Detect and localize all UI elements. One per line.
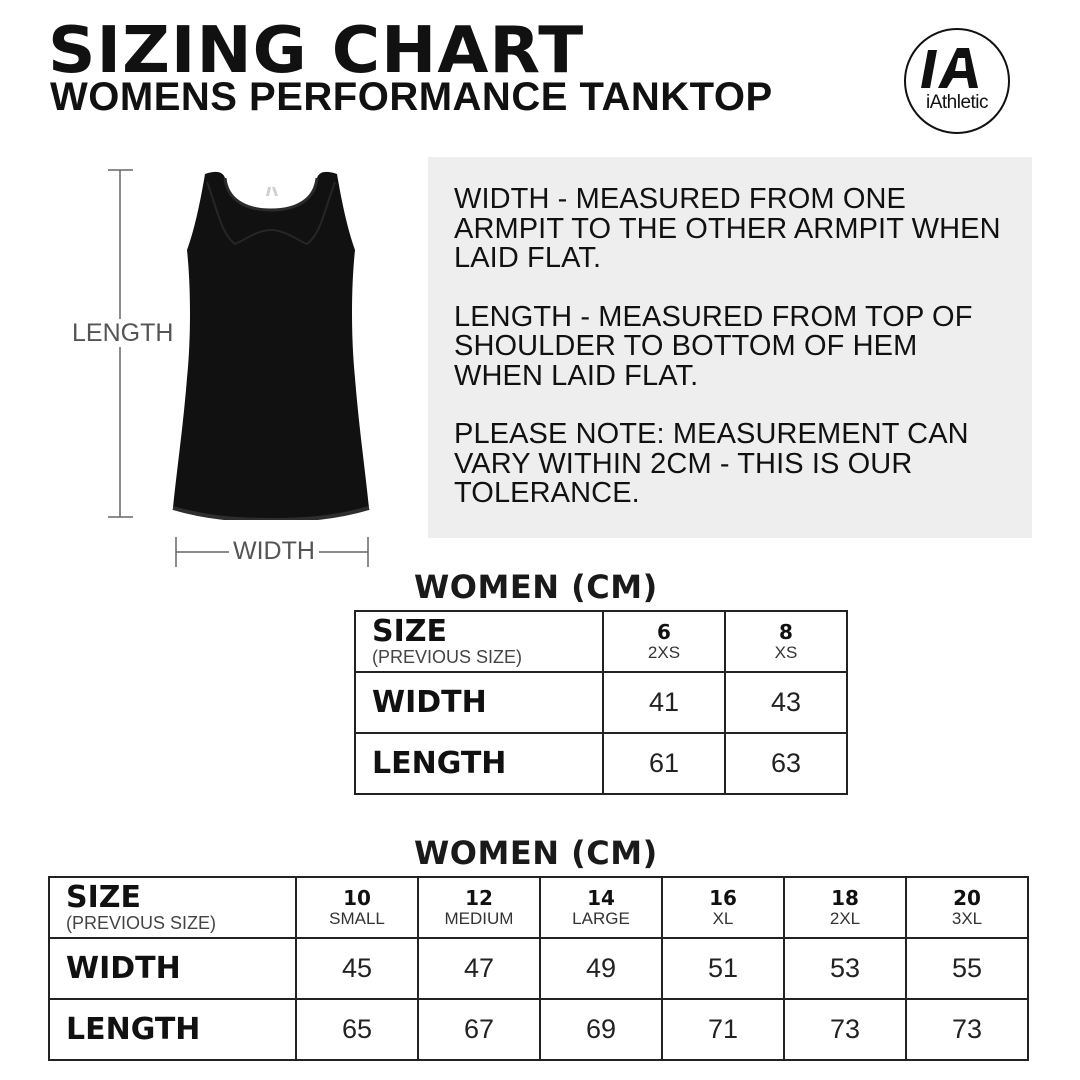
table-cell: 67	[418, 999, 540, 1060]
previous-size: XS	[774, 642, 798, 662]
tolerance-note: PLEASE NOTE: MEASUREMENT CAN VARY WITHIN 2CM - THIS IS OUR TOLERANCE.	[454, 418, 969, 509]
size-header-cell	[355, 611, 603, 672]
table-cell: 53	[784, 938, 906, 999]
table-row-width	[355, 672, 847, 733]
size-header-cell	[49, 877, 296, 938]
size-column-header	[296, 877, 418, 938]
size-column-header	[784, 877, 906, 938]
size-number: 12	[465, 885, 493, 910]
size-column-header	[906, 877, 1028, 938]
table-cell: 69	[540, 999, 662, 1060]
table-cell: 73	[784, 999, 906, 1060]
previous-size: SMALL	[329, 908, 385, 928]
table-row-length	[355, 733, 847, 794]
iathletic-logo-icon	[904, 28, 1010, 134]
logo-mark	[920, 44, 996, 94]
table-cell: 43	[725, 672, 847, 733]
table-row-length	[49, 999, 1028, 1060]
table-cell: 65	[296, 999, 418, 1060]
table-header-row	[355, 611, 847, 672]
table-row-width	[49, 938, 1028, 999]
table-cell: 63	[725, 733, 847, 794]
table-cell: 55	[906, 938, 1028, 999]
size-column-header	[603, 611, 725, 672]
table-cell: 49	[540, 938, 662, 999]
width-note: WIDTH - MEASURED FROM ONE ARMPIT TO THE OTHER ARMPIT WHEN LAID FLAT.	[454, 183, 1001, 274]
size-label: SIZE	[66, 879, 142, 915]
row-label-length: LENGTH	[49, 999, 296, 1060]
size-column-header	[662, 877, 784, 938]
table-header-row	[49, 877, 1028, 938]
table-cell: 73	[906, 999, 1028, 1060]
size-number: 20	[953, 885, 981, 910]
previous-size: 2XL	[829, 908, 861, 928]
size-table-small	[354, 610, 848, 795]
previous-size: XL	[712, 908, 734, 928]
size-number: 18	[831, 885, 859, 910]
previous-size-label: (PREVIOUS SIZE)	[66, 912, 217, 933]
size-label: SIZE	[372, 613, 448, 649]
length-dimension-label: LENGTH	[68, 319, 177, 347]
size-number: 8	[779, 619, 793, 644]
previous-size: 2XS	[647, 642, 681, 662]
size-number: 6	[657, 619, 671, 644]
previous-size-label: (PREVIOUS SIZE)	[372, 646, 523, 667]
length-note: LENGTH - MEASURED FROM TOP OF SHOULDER TO BOTTOM OF HEM WHEN LAID FLAT.	[454, 300, 973, 392]
table-title-main-sizes: WOMEN (CM)	[414, 834, 658, 872]
size-number: 10	[343, 885, 371, 910]
tank-top-icon	[165, 168, 375, 520]
size-column-header	[418, 877, 540, 938]
table-cell: 41	[603, 672, 725, 733]
measurement-info-box	[428, 157, 1032, 538]
table-cell: 45	[296, 938, 418, 999]
table-cell: 61	[603, 733, 725, 794]
previous-size: LARGE	[572, 908, 630, 928]
table-title-small-sizes: WOMEN (CM)	[414, 568, 658, 606]
table-cell: 47	[418, 938, 540, 999]
row-label-length: LENGTH	[355, 733, 603, 794]
size-number: 14	[587, 885, 615, 910]
page-subtitle: WOMENS PERFORMANCE TANKTOP	[50, 75, 773, 119]
row-label-width: WIDTH	[355, 672, 603, 733]
page-title: SIZING CHART	[48, 14, 585, 88]
table-cell: 71	[662, 999, 784, 1060]
row-label-width: WIDTH	[49, 938, 296, 999]
previous-size: 3XL	[951, 908, 983, 928]
size-table-main	[48, 876, 1029, 1061]
width-dimension-label: WIDTH	[229, 537, 319, 565]
previous-size: MEDIUM	[444, 908, 514, 928]
size-column-header	[540, 877, 662, 938]
table-cell: 51	[662, 938, 784, 999]
size-number: 16	[709, 885, 737, 910]
logo-wordmark: iAthletic	[925, 92, 989, 113]
size-column-header	[725, 611, 847, 672]
